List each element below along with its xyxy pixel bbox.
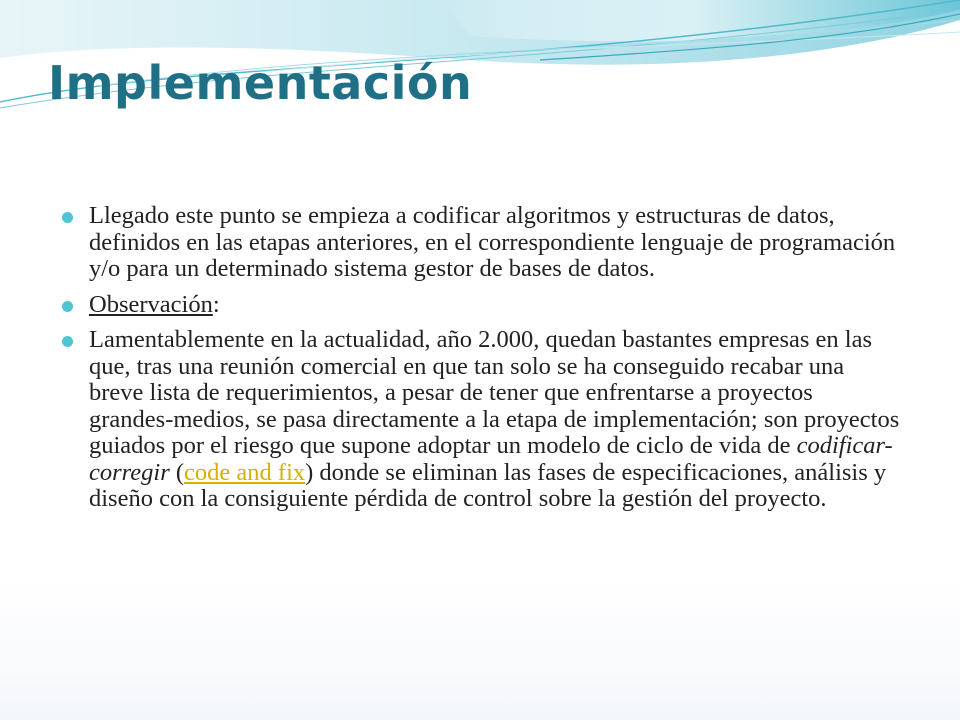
- bullet-text-after: ) donde se eliminan las fases de especificaciones, análisis y diseño con la consiguiente pérdida de control sobre la gestión del proyecto.: [89, 458, 887, 512]
- observation-colon: :: [212, 290, 220, 318]
- bullet-item: [62, 292, 902, 319]
- bullet-list: [62, 203, 902, 522]
- open-paren: (: [169, 458, 185, 486]
- code-and-fix-link[interactable]: code and fix: [184, 458, 306, 486]
- bullet-text: Llegado este punto se empieza a codificar algoritmos y estructuras de datos, definidos en las etapas anteriores, en el correspondiente lenguaje de programación y/o para un determinado sistema gestor de bases de datos.: [89, 202, 896, 282]
- bullet-item: [62, 327, 902, 513]
- slide-title: Implementación: [48, 56, 473, 110]
- bullet-dot-icon: [62, 336, 73, 347]
- bullet-dot-icon: [62, 212, 73, 223]
- italic-term: codificar-corregir: [89, 432, 893, 486]
- bullet-text-before: Lamentablemente en la actualidad, año 2.000, quedan bastantes empresas en las que, tras una reunión comercial en que tan solo se ha conseguido recabar una breve lista de requerimientos, a pesar de tener que enfrentarse a proyectos grandes-medios, se pasa directamente a la etapa de implementación; son proyectos guiados por el riesgo que supone adoptar un modelo de ciclo de vida de: [89, 326, 900, 459]
- bullet-item: [62, 203, 902, 283]
- observation-label: Observación: [89, 290, 213, 318]
- bullet-dot-icon: [62, 301, 73, 312]
